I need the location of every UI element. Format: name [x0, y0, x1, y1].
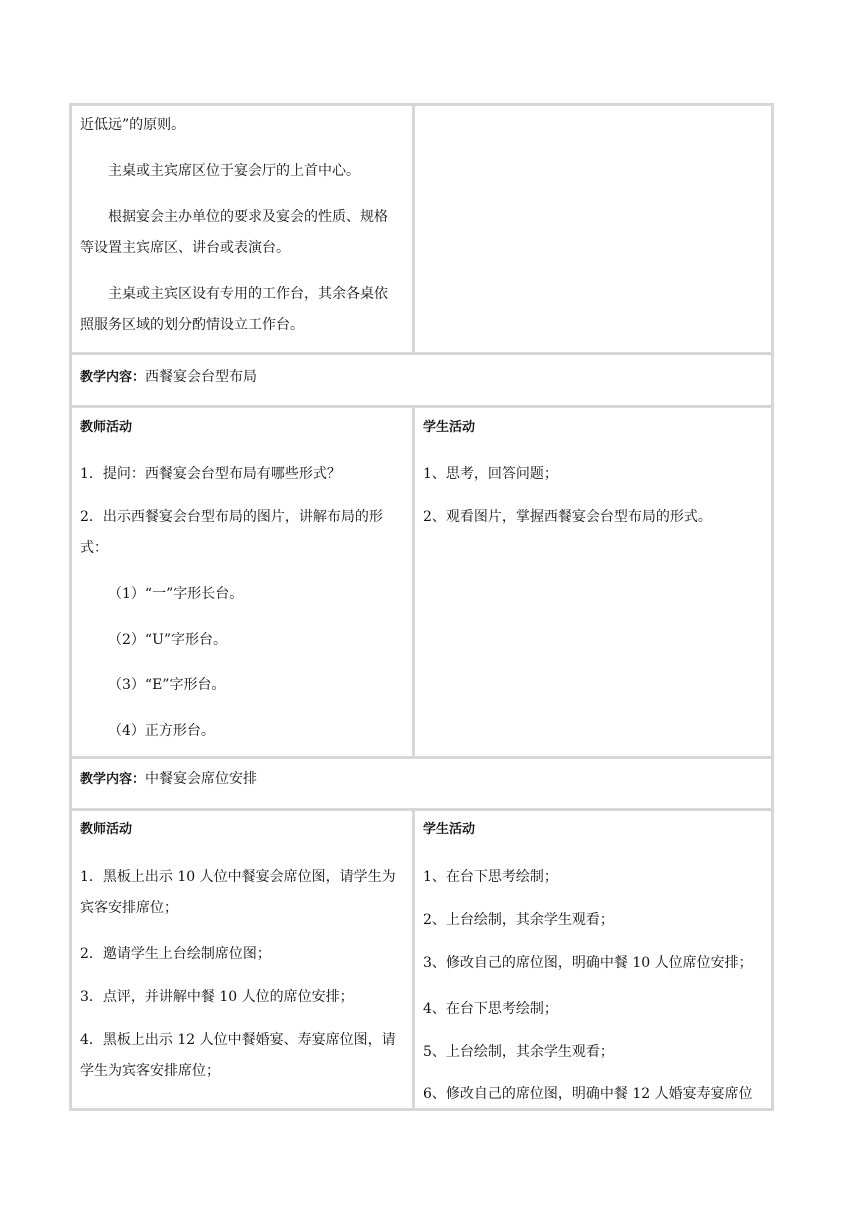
student-activity-line: 3、修改自己的席位图，明确中餐 10 人位席位安排；: [423, 955, 753, 971]
teaching-content-value: 西餐宴会台型布局: [145, 369, 258, 385]
continuation-right-cell: [412, 103, 774, 355]
teaching-content-heading: [80, 769, 257, 790]
text-line: 根据宴会主办单位的要求及宴会的性质、规格: [108, 209, 388, 225]
student-activity-header: 学生活动: [423, 420, 476, 435]
text-line: 主桌或主宾席区位于宴会厅的上首中心。: [108, 163, 360, 179]
teacher-activity-line: （2）“U”字形台。: [108, 632, 228, 648]
text-line: 主桌或主宾区设有专用的工作台，其余各桌依: [108, 286, 388, 302]
teaching-content-value: 中餐宴会席位安排: [145, 771, 258, 787]
teacher-activity-header: 教师活动: [80, 822, 133, 837]
teacher-activity-line: 2．邀请学生上台绘制席位图；: [80, 946, 271, 962]
teacher-activity-line: 宾客安排席位；: [80, 900, 178, 916]
teacher-activity-cell-1: [69, 405, 415, 759]
student-activity-line: 6、修改自己的席位图，明确中餐 12 人婚宴寿宴席位: [423, 1086, 753, 1102]
student-activity-line: 5、上台绘制，其余学生观看；: [423, 1044, 614, 1060]
teacher-activity-header: 教师活动: [80, 420, 133, 435]
teaching-content-label: 教学内容：: [80, 370, 146, 385]
teacher-activity-line: 式：: [80, 540, 108, 556]
teaching-content-heading: [80, 367, 257, 388]
student-activity-line: 4、在台下思考绘制；: [423, 1001, 558, 1017]
student-activity-header: 学生活动: [423, 822, 476, 837]
teacher-activity-line: 1．黑板上出示 10 人位中餐宴会席位图，请学生为: [80, 869, 396, 885]
text-line: 照服务区域的划分酌情设立工作台。: [80, 317, 304, 333]
text-line: 等设置主宾席区、讲台或表演台。: [80, 240, 290, 256]
teacher-activity-line: （3）“E”字形台。: [108, 677, 226, 693]
teacher-activity-line: （1）“一”字形长台。: [108, 586, 244, 602]
teacher-activity-line: 1．提问：西餐宴会台型布局有哪些形式？: [80, 466, 341, 482]
teaching-content-label: 教学内容：: [80, 772, 146, 787]
teacher-activity-line: （4）正方形台。: [108, 723, 215, 739]
student-activity-line: 1、在台下思考绘制；: [423, 869, 558, 885]
teacher-activity-line: 3．点评，并讲解中餐 10 人位的席位安排；: [80, 989, 354, 1005]
student-activity-cell-1: [412, 405, 774, 759]
text-line: 近低远”的原则。: [80, 117, 186, 133]
teacher-activity-line: 学生为宾客安排席位；: [80, 1063, 220, 1079]
teacher-activity-line: 4．黑板上出示 12 人位中餐婚宴、寿宴席位图，请: [80, 1032, 396, 1048]
teacher-activity-line: 2．出示西餐宴会台型布局的图片，讲解布局的形: [80, 509, 383, 525]
student-activity-line: 2、观看图片，掌握西餐宴会台型布局的形式。: [423, 509, 712, 525]
student-activity-line: 2、上台绘制，其余学生观看；: [423, 912, 614, 928]
student-activity-line: 1、思考，回答问题；: [423, 466, 558, 482]
